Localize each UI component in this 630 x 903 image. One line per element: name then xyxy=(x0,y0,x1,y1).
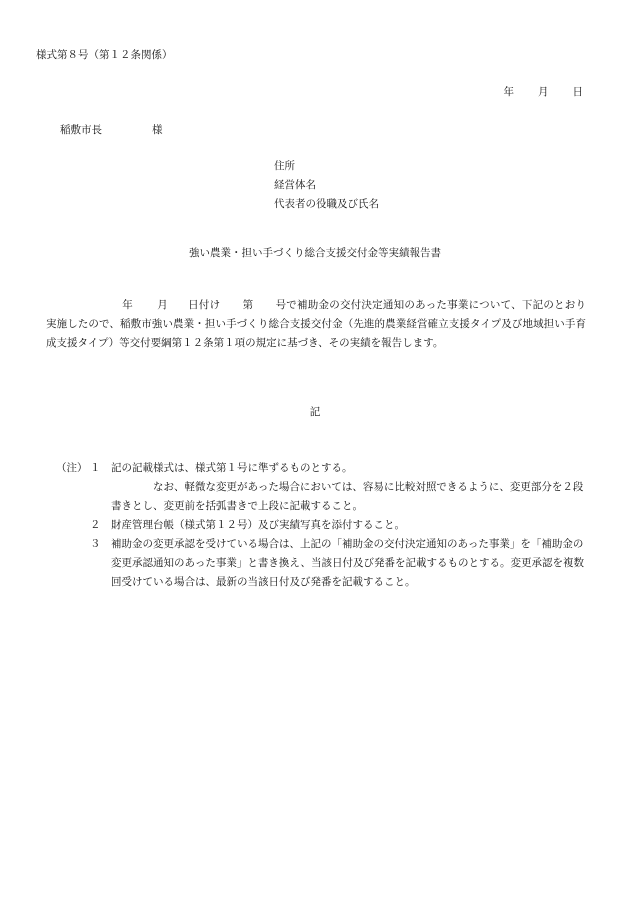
note-item xyxy=(56,459,591,478)
note-item xyxy=(56,516,591,535)
body-year: 年 xyxy=(122,299,133,311)
note-item xyxy=(56,535,591,592)
ki-heading: 記 xyxy=(309,406,321,418)
note-text: 財産管理台帳（様式第１２号）及び実績写真を添付すること。 xyxy=(111,519,405,531)
notes-section xyxy=(56,459,591,592)
addressee-honorific: 様 xyxy=(152,124,163,136)
document-title: 強い農業・担い手づくり総合支援交付金等実績報告書 xyxy=(189,247,441,259)
notes-label: （注） xyxy=(56,462,88,474)
applicant-representative-label: 代表者の役職及び氏名 xyxy=(274,198,379,210)
date-line xyxy=(504,87,584,98)
note-number: ２ xyxy=(90,519,101,531)
note-text-sub: なお、軽微な変更があった場合においては、容易に比較対照できるように、変更部分を２段書きとし、変更前を括弧書きで上段に記載すること。 xyxy=(111,481,584,512)
date-year: 年 xyxy=(503,86,514,98)
note-text: 記の記載様式は、様式第１号に準ずるものとする。 xyxy=(111,462,353,474)
form-number: 様式第８号（第１２条関係） xyxy=(36,49,173,61)
applicant-address-label: 住所 xyxy=(274,160,295,172)
note-number: ３ xyxy=(90,538,101,550)
body-month: 月 xyxy=(156,299,168,311)
body-text: 号で補助金の交付決定通知のあった事業について、下記のとおり実施したので、稲敷市強い農業・担い手づくり総合支援交付金（先進的農業経営確立支援タイプ及び地域担い手育成支援タイプ）等交付要綱第１２条第１項の規定に基づき、その実績を報告します。 xyxy=(46,299,587,349)
body-no: 第 xyxy=(242,299,254,311)
note-item xyxy=(56,478,591,516)
body-dated: 日付け xyxy=(187,299,221,311)
report-body xyxy=(46,296,586,353)
note-text: 補助金の変更承認を受けている場合は、上記の「補助金の交付決定通知のあった事業」を「補助金の変更承認通知のあった事業」と書き換え、当該日付及び発番を記載するものとする。変更承認を複数回受けている場合は、最新の当該日付及び発番を記載すること。 xyxy=(111,538,585,588)
date-day: 日 xyxy=(572,86,583,98)
note-text xyxy=(111,478,591,516)
addressee-name: 稲敷市長 xyxy=(60,124,102,136)
note-number: １ xyxy=(90,462,101,474)
addressee xyxy=(60,125,163,136)
applicant-block xyxy=(274,157,379,214)
date-month: 月 xyxy=(538,86,549,98)
applicant-business-name-label: 経営体名 xyxy=(274,179,316,191)
